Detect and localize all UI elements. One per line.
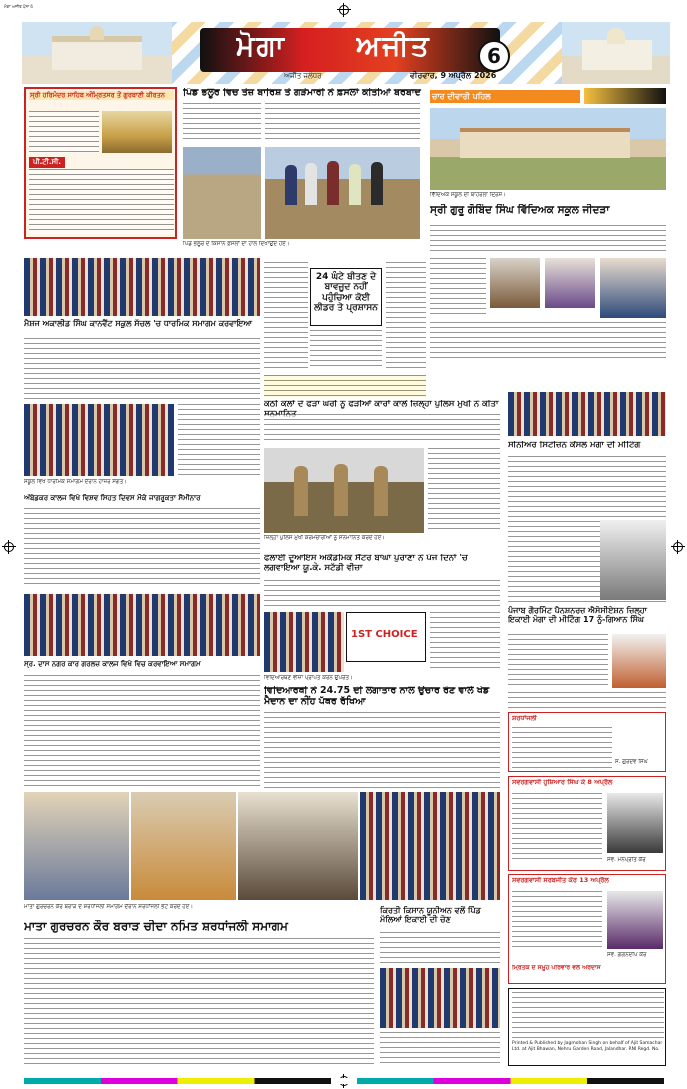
ad1-title: ਸ਼ਰਧਾਂਜਲੀ (512, 715, 537, 722)
kicker-a2: ਚਾਰ ਦੀਵਾਰੀ ਪਹਿਲ (430, 90, 580, 103)
photo-director (545, 258, 595, 308)
registration-mark-icon (337, 3, 351, 17)
ad1-name: ਸ. ਗੁਰਦੇਵ ਸਿੰਘ (615, 759, 648, 765)
ad-1st-choice-text: 1ST CHOICE (351, 629, 418, 640)
headline-a1: ਪਿੰਡ ਭਲੂਰ ਵਿਚ ਤੇਜ਼ ਬਾਰਿਸ਼ ਤੇ ਗੜੇਮਾਰੀ ਨੇ ਫ਼ਸਲਾਂ ਕੀਤੀਆਂ ਬਰਬਾਦ (183, 88, 421, 98)
headline-a10: ਵਿਦਿਆਰਥੀ ਨੇ 24.75 ਦੀ ਲਗਾਤਾਰ ਨਾਲ ਉਚਾਰ ਰੋਣ ਵਾਲੇ ਖੇਡ ਮੈਦਾਨ ਦਾ ਨੀਂਹ ਪੱਥਰ ਰੱਖਿਆ (264, 686, 490, 707)
box-a4: 24 ਘੰਟੇ ਬੀਤਣ ਦੇ ਬਾਵਜੂਦ ਨਹੀਂ ਪਹੁੰਚਿਆ ਕੋਈ ਲੀਡਰ ਤੇ ਪ੍ਰਸ਼ਾਸਨ (310, 268, 382, 326)
photo-kisan-union (380, 968, 500, 1028)
masthead-title-left: ਮੋਗਾ (236, 30, 286, 62)
color-bar (24, 1078, 664, 1084)
caption-a2: ਵਿੱਦਿਅਕ ਸਕੂਲ ਦੀ ਬਾਹਰਲਾ ਦ੍ਰਿਸ਼। (430, 192, 506, 198)
ad-shardhanjali-2 (508, 776, 666, 871)
headline-a7: ਅੰਬੇਡਕਰ ਕਾਲਜ ਵਿਖੇ ਵਿਸ਼ਵ ਸਿਹਤ ਦਿਵਸ ਮੌਕੇ ਜਾਗਰੂਕਤਾ ਸੈਮੀਨਾਰ (24, 494, 201, 502)
highlight-strip (264, 375, 426, 397)
ad-gurbani-kirtan (24, 87, 177, 239)
imprint: Printed & Published by Jagmohan Singh on behalf of Ajit Samachar Ltd. at Ajit Bhawan, Nehru Garden Road, Jalandhar. RNI Regd. No. (512, 1041, 663, 1052)
masthead (22, 22, 670, 84)
page-number: 6 (478, 40, 510, 72)
caption-a8: ਵਿਦਿਆਰਥਣ ਵੀਜ਼ਾ ਪ੍ਰਾਪਤ ਕਰਨ ਉਪਰੰਤ। (264, 675, 353, 681)
ad-shardhanjali-3 (508, 874, 666, 984)
headline-a12: ਕਿਰਤੀ ਕਿਸਾਨ ਯੂਨੀਅਨ ਵਲੋਂ ਪਿੰਡ ਮੱਲਿਆਂ ਇਕਾਈ ਦੀ ਚੋਣ (380, 906, 481, 925)
ad3-footer: ਮ੍ਰਿਤਕ ਦੇ ਸਮੂਹ ਪਰਿਵਾਰ ਵਲੋਂ ਅਰਦਾਸ (512, 965, 601, 971)
temple-image (22, 22, 172, 84)
ad2-name: ਸਵ. ਮਨਪ੍ਰੀਤ ਕੌਰ (607, 857, 646, 863)
caption-a1: ਪਿੰਡ ਭਲੂਰ ਦੇ ਕਿਸਾਨ ਫ਼ਸਲਾਂ ਦਾ ਹਾਲ ਦਿਖਾਉਂਦੇ ਹੋਏ। (183, 241, 290, 247)
registration-mark-icon (2, 540, 16, 554)
photo-college-event (24, 594, 260, 656)
masthead-date: ਵੀਰਵਾਰ, 9 ਅਪ੍ਰੈਲ 2026 (410, 71, 497, 80)
ad3-title: ਸਵਰਗਵਾਸੀ ਸਰਬਜੀਤ ਕੌਰ 13 ਅਪ੍ਰੈਲ (512, 877, 609, 884)
photo-school-event (24, 258, 260, 316)
ad-channel: ਪੀ.ਟੀ.ਸੀ. (29, 157, 65, 168)
photo-principal (490, 258, 540, 308)
photo-academy (264, 612, 344, 672)
headline-a6: ਸੀਨੀਅਰ ਸਿਟੀਜ਼ਨ ਕੌਂਸਲ ਮੋਗਾ ਦੀ ਮੀਟਿੰਗ (508, 441, 641, 450)
photo-police-honor (264, 448, 424, 533)
photo-shardhanjali-3 (238, 792, 358, 900)
ad2-title: ਸਵਰਗਵਾਸੀ ਹੁਸ਼ਿਆਰ ਸਿੰਘ ਕੇ 8 ਅਪ੍ਰੈਲ (512, 779, 613, 786)
masthead-title-right: ਅਜੀਤ (356, 30, 431, 62)
photo-farmers (183, 147, 261, 239)
caption-a3: ਸਕੂਲ ਵਿਖੇ ਧਾਰਮਿਕ ਸਮਾਗਮ ਦੌਰਾਨ ਹਾਜ਼ਰ ਸੰਗਤ। (24, 479, 127, 485)
photo-school-building (430, 108, 666, 190)
headline-a3: ਮੈਸ਼ਜ ਅਕਾਲੀਡ ਸਿੰਘ ਕਾਨਵੈਂਟ ਸਕੂਲ ਸੱਚਲ 'ਚ ਧਾਰਮਿਕ ਸਮਾਗਮ ਕਰਵਾਇਆ (24, 319, 253, 328)
photo-manager (600, 258, 666, 318)
registration-mark-icon (671, 540, 685, 554)
headline-a5: ਕੋਠੀ ਕਲਾਂ ਦੇ ਫੜਾ ਘਰੀ ਨੂੰ ਫੜੀਆਂ ਕਾਰਾਂ ਕਾਲੋਂ ਜ਼ਿਲ੍ਹਾ ਪੁਲਿਸ ਮੁਖੀ ਨੇ ਕੀਤਾ (264, 400, 499, 409)
ad2-photo (607, 793, 663, 853)
masthead-subtitle: ਅਜੀਤ ਜਲੰਧਰ (284, 72, 322, 80)
golden-temple-image (102, 111, 172, 153)
gurdwara-image (562, 22, 670, 84)
photo-shardhanjali-2 (131, 792, 236, 900)
decor-stripe (584, 88, 666, 104)
ad-1st-choice (346, 612, 426, 662)
ad3-photo (607, 891, 663, 949)
photo-crop-damage (265, 147, 420, 239)
headline-a11: ਪੰਜਾਬ ਗੌਰਮਿੰਟ ਪੈਨਸ਼ਨਰਜ਼ ਐਸੋਸੀਏਸ਼ਨ ਜ਼ਿਲ੍ਹਾ ਇਕਾਈ ਮੋਗਾ ਦੀ ਮੀਟਿੰਗ 17 ਨੂੰ-ਗਿਆਨ ਸਿੰਘ (508, 606, 647, 625)
photo-shardhanjali-4 (360, 792, 500, 900)
photo-religious-event (24, 404, 174, 476)
headline-a2: ਸ੍ਰੀ ਗੁਰੂ ਗੋਬਿੰਦ ਸਿੰਘ ਵਿੱਦਿਅਕ ਸਕੂਲ ਜੀਦੜਾ (430, 204, 610, 216)
photo-council-meeting (508, 392, 666, 436)
caption-a5: ਜ਼ਿਲ੍ਹਾ ਪੁਲਿਸ ਮੁਖੀ ਕਰਮਚਾਰੀਆਂ ਨੂੰ ਸਨਮਾਨਿਤ ਕਰਦੇ ਹੋਏ। (264, 535, 385, 541)
headline-a8: ਫਲਾਈ ਦੂਆਇਸ ਅਕੈਡਮਿਕ ਸੈਂਟਰ ਬਾਘਾ ਪੁਰਾਣਾ ਨੇ ਪੰਜ ਦਿਨਾਂ 'ਚ ਲਗਵਾਇਆ ਯੂ.ਕੇ. ਸਟੱਡੀ ਵੀਜ਼ਾ (264, 554, 468, 573)
caption-a13: ਮਾਤਾ ਗੁਰਚਰਨ ਕੌਰ ਬਰਾੜ ਦੇ ਸ਼ਰਧਾਂਜਲੀ ਸਮਾਗਮ ਦੌਰਾਨ ਸ਼ਰਧਾਂਜਲੀ ਭੇਟ ਕਰਦੇ ਹੋਏ। (24, 904, 194, 910)
print-slug: ਮੋਗਾ ਅਜੀਤ ਪੰਨਾ 6 (4, 4, 33, 9)
photo-shardhanjali-1 (24, 792, 129, 900)
photo-gian-singh (612, 634, 666, 688)
ad-title: ਸ੍ਰੀ ਹਰਿਮੰਦਰ ਸਾਹਿਬ ਅੰਮ੍ਰਿਤਸਰ ਤੋਂ ਗੁਰਬਾਣੀ ਕੀਰਤਨ (29, 91, 174, 100)
headline-a9: ਸ੍ਰ. ਦਾਸ ਨਗਰ ਕਾਰ ਗਰਲਜ਼ ਕਾਲਜ ਵਿਖੇ ਵਿਚ ਕਰਵਾਇਆ ਸਮਾਗਮ (24, 660, 201, 668)
ad-shardhanjali-1 (508, 712, 666, 772)
headline-a13: ਮਾਤਾ ਗੁਰਚਰਨ ਕੌਰ ਬਰਾੜ ਚੀਦਾ ਨਮਿਤ ਸ਼ਰਧਾਂਜਲੀ ਸਮਾਗਮ (24, 920, 288, 933)
photo-member (600, 520, 666, 600)
ad3-name: ਸਵ. ਗਗਨਦੀਪ ਕੌਰ (607, 952, 647, 958)
